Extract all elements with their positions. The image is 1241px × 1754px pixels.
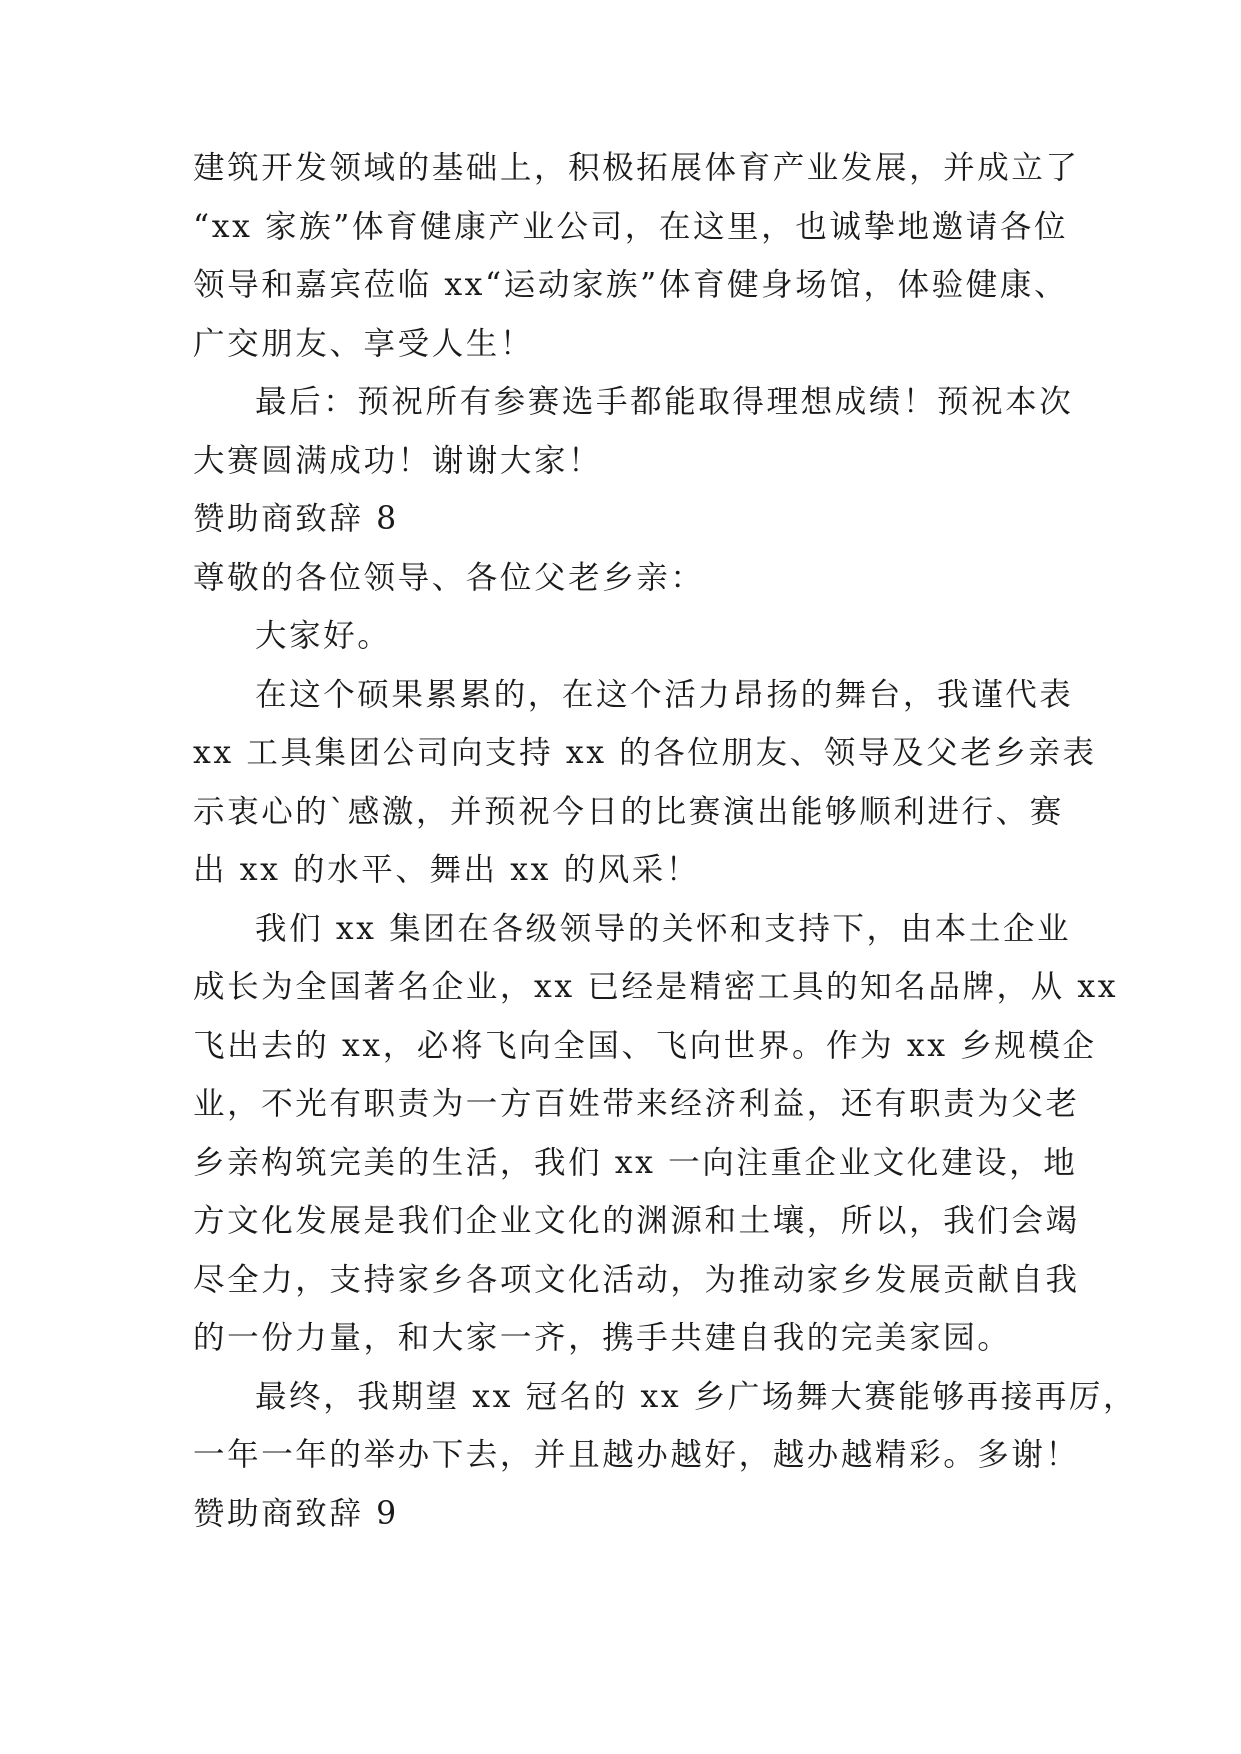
paragraph-line: 最后：预祝所有参赛选手都能取得理想成绩！预祝本次	[255, 384, 1074, 420]
paragraph-line: 一年一年的举办下去，并且越办越好，越办越精彩。多谢！	[193, 1437, 1080, 1473]
paragraph-line: 出 xx 的水平、舞出 xx 的风采！	[193, 852, 701, 888]
paragraph-line: 最终，我期望 xx 冠名的 xx 乡广场舞大赛能够再接再厉，	[255, 1379, 1138, 1415]
paragraph-line: 飞出去的 xx，必将飞向全国、飞向世界。作为 xx 乡规模企	[193, 1028, 1097, 1064]
salutation: 尊敬的各位领导、各位父老乡亲：	[193, 560, 705, 596]
paragraph-line: 我们 xx 集团在各级领导的关怀和支持下，由本土企业	[255, 911, 1072, 947]
paragraph-line: xx 工具集团公司向支持 xx 的各位朋友、领导及父老乡亲表	[193, 735, 1097, 771]
paragraph-line: 的一份力量，和大家一齐，携手共建自我的完美家园。	[193, 1320, 1012, 1356]
section-heading: 赞助商致辞 9	[193, 1496, 399, 1532]
paragraph-line: “xx 家族”体育健康产业公司，在这里，也诚挚地邀请各位	[193, 209, 1069, 245]
paragraph-line: 方文化发展是我们企业文化的渊源和土壤，所以，我们会竭	[193, 1203, 1080, 1239]
paragraph-line: 成长为全国著名企业，xx 已经是精密工具的知名品牌，从 xx	[193, 969, 1119, 1005]
paragraph-line: 在这个硕果累累的，在这个活力昂扬的舞台，我谨代表	[255, 677, 1074, 713]
paragraph-line: 领导和嘉宾莅临 xx“运动家族”体育健身场馆，体验健康、	[193, 267, 1069, 303]
paragraph-line: 广交朋友、享受人生！	[193, 326, 535, 362]
paragraph-line: 示衷心的`感激，并预祝今日的比赛演出能够顺利进行、赛	[193, 794, 1064, 830]
paragraph-line: 尽全力，支持家乡各项文化活动，为推动家乡发展贡献自我	[193, 1262, 1080, 1298]
paragraph-line: 乡亲构筑完美的生活，我们 xx 一向注重企业文化建设，地	[193, 1145, 1078, 1181]
paragraph-line: 业，不光有职责为一方百姓带来经济利益，还有职责为父老	[193, 1086, 1080, 1122]
greeting: 大家好。	[255, 618, 392, 654]
paragraph-line: 大赛圆满成功！谢谢大家！	[193, 443, 603, 479]
paragraph-line: 建筑开发领域的基础上，积极拓展体育产业发展，并成立了	[193, 150, 1080, 186]
section-heading: 赞助商致辞 8	[193, 501, 399, 537]
